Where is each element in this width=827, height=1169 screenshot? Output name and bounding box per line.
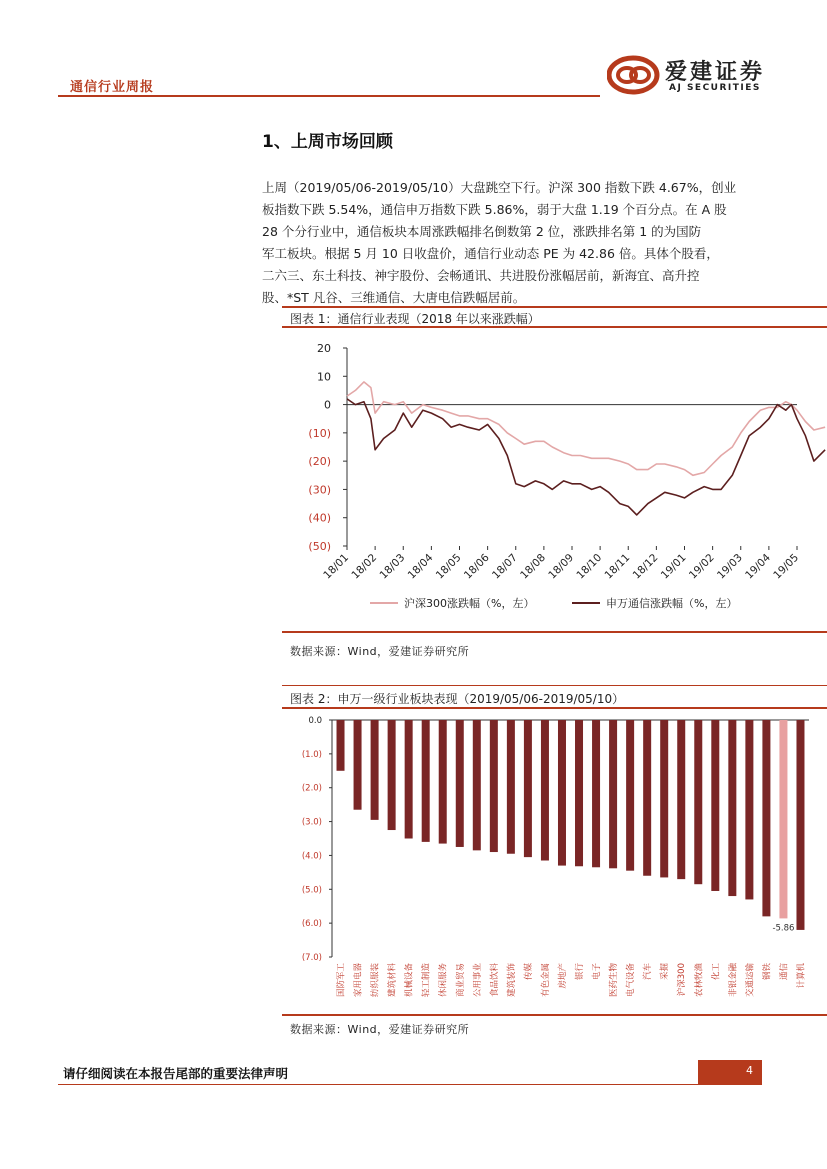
bar-汽车 [643, 720, 651, 876]
series-line-hs300 [347, 382, 825, 475]
y-tick-label: (6.0) [301, 919, 322, 930]
x-tick-label: 19/02 [686, 551, 717, 582]
bar-商业贸易 [456, 720, 464, 847]
x-tick-label: 18/06 [461, 551, 492, 582]
bar-银行 [575, 720, 583, 866]
x-category-label: 建筑装饰 [506, 963, 517, 998]
y-tick-label: 0 [324, 398, 331, 412]
x-category-label: 钢铁 [762, 963, 773, 981]
figure1-top-rule [282, 306, 827, 308]
x-category-label: 机械设备 [404, 963, 415, 998]
bar-农林牧渔 [694, 720, 702, 884]
x-category-label: 化工 [711, 963, 722, 981]
bar-通信 [779, 720, 787, 918]
paragraph-line: 板指数下跌 5.54%，通信申万指数下跌 5.86%，弱于大盘 1.19 个百分点。在 A 股 [262, 202, 727, 217]
x-category-label: 交通运输 [745, 963, 756, 998]
bar-家用电器 [354, 720, 362, 810]
bar-有色金属 [541, 720, 549, 861]
paragraph-line: 二六三、东土科技、神宇股份、会畅通讯、共进股份涨幅居前，新海宜、高升控 [262, 268, 700, 283]
figure1-title-rule [282, 326, 827, 328]
bar-非银金融 [728, 720, 736, 896]
market-review-paragraph [262, 177, 782, 309]
y-tick-label: 20 [317, 342, 331, 355]
x-tick-label: 18/03 [377, 551, 408, 582]
bar-轻工制造 [422, 720, 430, 842]
page-number: 4 [698, 1060, 762, 1085]
x-category-label: 公用事业 [472, 963, 483, 998]
bar-传媒 [524, 720, 532, 857]
x-category-label: 休闲服务 [438, 963, 449, 998]
y-tick-label: (7.0) [301, 953, 322, 963]
logo-chinese-name: 爱建证券 [665, 59, 766, 85]
figure2-source: 数据来源：Wind，爱建证券研究所 [290, 1023, 470, 1036]
y-tick-label: (5.0) [301, 885, 322, 896]
x-category-label: 家用电器 [353, 963, 364, 998]
aj-logo-icon [607, 55, 663, 95]
y-tick-label: (2.0) [301, 783, 322, 794]
bar-机械设备 [405, 720, 413, 839]
footer-rule [58, 1084, 758, 1085]
x-tick-label: 19/04 [743, 551, 773, 582]
x-tick-label: 18/12 [630, 551, 661, 582]
y-tick-label: 0.0 [308, 716, 322, 726]
x-tick-label: 18/02 [349, 551, 380, 582]
bar-国防军工 [337, 720, 345, 771]
y-tick-label: (30) [308, 483, 331, 497]
x-category-label: 有色金属 [540, 963, 551, 998]
paragraph-line: 军工板块。根据 5 月 10 日收盘价，通信行业动态 PE 为 42.86 倍。具体个股看， [262, 246, 719, 261]
x-tick-label: 19/03 [714, 551, 745, 582]
document-type-header: 通信行业周报 [70, 80, 155, 95]
figure1-source: 数据来源：Wind，爱建证券研究所 [290, 645, 470, 658]
y-tick-label: (50) [308, 540, 331, 553]
y-tick-label: (10) [308, 426, 331, 440]
x-category-label: 国防军工 [336, 963, 347, 998]
figure1-bottom-rule [282, 631, 827, 633]
bar-钢铁 [762, 720, 770, 916]
company-logo [607, 55, 777, 95]
x-tick-label: 18/05 [433, 551, 464, 582]
x-category-label: 医药生物 [609, 963, 620, 998]
x-tick-label: 19/01 [658, 551, 689, 582]
y-tick-label: (20) [308, 455, 331, 469]
figure1-line-chart [282, 335, 827, 625]
x-tick-label: 19/05 [771, 551, 802, 582]
bar-纺织服装 [371, 720, 379, 820]
data-label-telecom: -5.86 [772, 923, 795, 934]
x-tick-label: 18/01 [321, 551, 352, 582]
y-tick-label: 10 [317, 370, 331, 384]
x-category-label: 传媒 [523, 963, 534, 981]
y-tick-label: (4.0) [301, 851, 322, 862]
x-tick-label: 18/08 [518, 551, 548, 582]
x-category-label: 农林牧渔 [694, 963, 705, 998]
x-tick-label: 18/11 [602, 551, 633, 582]
bar-休闲服务 [439, 720, 447, 844]
x-category-label: 汽车 [643, 963, 654, 981]
figure2-title: 图表 2：申万一级行业板块表现（2019/05/06-2019/05/10） [290, 692, 625, 706]
figure2-top-rule [282, 685, 827, 686]
header-rule [58, 95, 600, 97]
figure2-bottom-rule [282, 1014, 827, 1016]
bar-建筑材料 [388, 720, 396, 830]
x-category-label: 纺织服装 [370, 963, 381, 998]
x-category-label: 采掘 [660, 963, 671, 981]
paragraph-line: 28 个分行业中，通信板块本周涨跌幅排名倒数第 2 位，涨跌排名第 1 的为国防 [262, 224, 702, 239]
x-category-label: 电气设备 [626, 963, 637, 998]
figure2-title-rule [282, 707, 827, 709]
bar-交通运输 [745, 720, 753, 899]
figure1-title: 图表 1：通信行业表现（2018 年以来涨跌幅） [290, 312, 540, 326]
legend-label: 沪深300涨跌幅（%，左） [404, 597, 535, 610]
bar-电气设备 [626, 720, 634, 871]
paragraph-line: 上周（2019/05/06-2019/05/10）大盘跳空下行。沪深 300 指数下跌 4.67%，创业 [262, 180, 737, 195]
x-category-label: 银行 [575, 963, 586, 981]
figure2-bar-chart [282, 710, 827, 1015]
bar-采掘 [660, 720, 668, 877]
x-category-label: 计算机 [796, 963, 807, 989]
x-category-label: 建筑材料 [387, 963, 398, 998]
x-category-label: 电子 [592, 963, 603, 981]
bar-计算机 [796, 720, 804, 930]
x-tick-label: 18/07 [489, 551, 520, 582]
bar-化工 [711, 720, 719, 891]
bar-沪深300 [677, 720, 685, 879]
legal-disclaimer-footer: 请仔细阅读在本报告尾部的重要法律声明 [63, 1066, 289, 1081]
logo-english-name: AJ SECURITIES [669, 83, 761, 93]
legend-label: 申万通信涨跌幅（%，左） [606, 597, 738, 610]
section-title: 1、上周市场回顾 [262, 132, 393, 152]
bar-医药生物 [609, 720, 617, 868]
bar-食品饮料 [490, 720, 498, 852]
x-tick-label: 18/04 [405, 551, 436, 582]
x-tick-label: 18/10 [574, 551, 605, 582]
paragraph-line: 股、*ST 凡谷、三维通信、大唐电信跌幅居前。 [262, 290, 526, 305]
bar-建筑装饰 [507, 720, 515, 854]
y-tick-label: (1.0) [301, 749, 322, 760]
x-category-label: 房地产 [557, 963, 568, 989]
x-category-label: 商业贸易 [455, 963, 466, 998]
bar-房地产 [558, 720, 566, 866]
y-tick-label: (40) [308, 511, 331, 525]
x-tick-label: 18/09 [546, 551, 577, 582]
x-category-label: 沪深300 [677, 963, 688, 997]
x-category-label: 通信 [779, 963, 790, 981]
y-tick-label: (3.0) [301, 817, 322, 828]
x-category-label: 非银金融 [728, 963, 739, 998]
bar-公用事业 [473, 720, 481, 850]
x-category-label: 轻工制造 [421, 963, 432, 998]
x-category-label: 食品饮料 [489, 963, 500, 998]
bar-电子 [592, 720, 600, 867]
